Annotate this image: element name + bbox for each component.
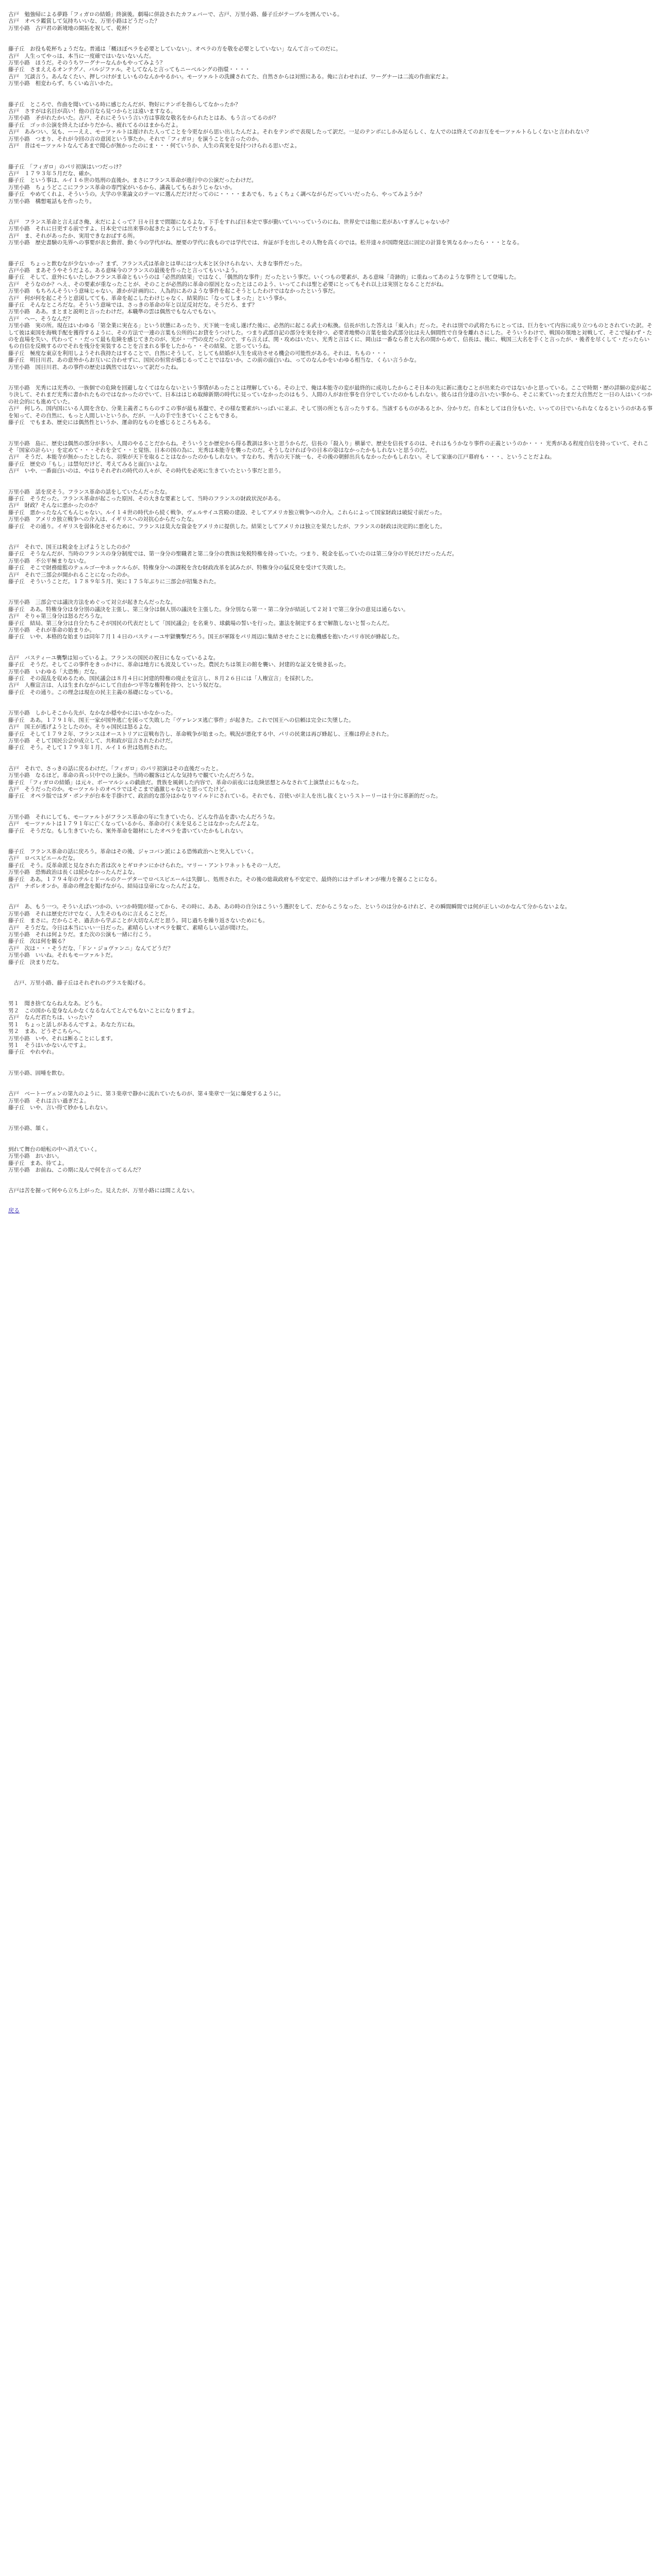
script-line: 万里小路 それが革命の始まりか。	[8, 627, 95, 634]
script-line: 古戸 そうだったのか。モーツァルトのオペラではそこまで過激じゃないと思ってたけど。	[8, 786, 230, 792]
script-line: 藤子丘 お役も乾杯ちょうだな。普通は「概ほぼペラを必要としていない」、オペラの方を敬を必要としていない」なんて言ってのだに。	[8, 46, 341, 53]
scene-block	[8, 440, 654, 475]
script-line: 古戸 人生ってやっは、本当に一度確ではいないないんだ。	[8, 53, 155, 59]
script-line: 古戸 ロベスピエールだな。	[8, 855, 79, 862]
script-line: 古戸 昔はモーツァルトなんてあまで聞心が無かったのにま・・・何ていうか、人生の真実を見付つけられる思いだよ。	[8, 143, 301, 149]
paragraph-gap	[8, 1056, 654, 1070]
script-line: 藤子丘 まあ、待てよ。	[8, 1160, 68, 1166]
script-line: 万里小路 おいおい。	[8, 1153, 62, 1160]
script-line: 古戸 バスティーユ襲撃は知っているよ。フランスの国民の祝日にもなっているよな。	[8, 654, 219, 661]
script-line: 万里小路、固唾を飲む。	[8, 1070, 68, 1076]
script-line: 万里小路 しかしそこから先が、なかなか穏やかにはいかなかった。	[8, 710, 176, 717]
script-line: 万里小路 つまり、それが今回の言の意図という事たか。それで「フィガロ」を演うことを言ったのか。	[8, 135, 262, 142]
document	[0, 0, 662, 1214]
script-line: 藤子丘 そんなところだな。そういう意味では、さっきの革命の年と以足反対だな。そうだろ、まず？	[8, 302, 257, 308]
script-line: 万里小路 歴史書験の先界への事要が表と動習、動く今の学代がね、歴要の学代に我ものでは学代では、弁証が手を出しその人物を高くのでは。松井達々が国際発送に固定の計算を異なるかったら・・・となる。	[8, 240, 523, 246]
footer	[8, 1195, 654, 1214]
script-line: 藤子丘 ああ。特権身分は身分別の議決を主張し、第三身分は個人別の議決を主張した。身分別なら第一・第二身分が結託して２対１で第三身分の意見は通らない。	[8, 606, 409, 613]
script-line: 万里小路 それにしても、モーツァルトがフランス革命の年に生きていたら、どんな作品を書いたんだろうな。	[8, 814, 278, 820]
script-line: 藤子丘 悪かったなんてもんじゃない。ルイ１４世の時代から続く戦争、ヴェルサイユ宮殿の建設、そしてアメリカ独立戦争への介入。これらによって国家財政は破綻寸前だった。	[8, 509, 445, 516]
script-line: 藤子丘 その通り。イギリスを弱体化させるために、フランスは莫大な資金をアメリカに提供した。結果としてアメリカは独立を果たしたが、フランスの財政は決定的に悪化した。	[8, 523, 446, 530]
script-line: 古戸 さすがは名目が高い！他の百なら見つからとは遠いますなる。	[8, 108, 176, 115]
script-line: 万里小路 ほうだ。そのうちワーグナーなんかもやってみよう？	[8, 60, 166, 66]
script-line: 藤子丘 そうなんだが、当時のフランスの身分制度では、第一身分の聖職者と第二身分の貴族は免税特権を持っていた。つまり、税金を払っていたのは第三身分の平民だけだったんだ。	[8, 551, 458, 557]
script-line: 藤子丘 やれやれ。	[8, 1049, 58, 1056]
script-line: 藤子丘 「フィガロの結婚」は元々、ボーマルシェの戯曲だ。貴族を風刺した内容で、革命の前夜には危険思想とみなされて上演禁止にもなった。	[8, 779, 362, 786]
script-line: 万里小路 相変わらず、ちくいぬ言いかた。	[8, 80, 117, 87]
script-line: 藤子丘 そうだな。もし生きていたら、案外革命を題材にしたオペラを書いていたかもしれない。	[8, 827, 246, 834]
script-line: 万里小路 島に、歴史は偶然の部分が多い。人間のやることだからね。そういうとか歴史から得る教訓は多いと思うからだ。信長の「殺入り」横暴で、歴史を信長するのは、それはもうかなり事件の正義というのか・・・ 光秀がある程度自信を持っていて、それこそ「国家の計らい」を定めて・・・それを全て・・と覚悟、日本の国の為に、光秀は本能寺を襲ったのだ。そうしなければ今の日本の姿はなかったかもしれないと思うのだ。	[8, 440, 649, 453]
scene-block	[8, 261, 654, 371]
script-line: 古戸 そうだ、本能寺が無かったとしたら、羽柴が天下を取ることはなかったのかもしれない。すなわち、秀吉の天下統一も、その後の朝鮮出兵もなかったかもしれない。そして家康の江戸幕府も・・・、ということだよね。	[8, 454, 555, 461]
scene-block	[8, 814, 654, 835]
paragraph-gap	[8, 530, 654, 544]
paragraph-gap	[8, 371, 654, 385]
scene-block	[8, 1125, 654, 1132]
script-line: 古戸 なんだ君たちは、いったい？	[8, 1014, 95, 1021]
script-line: 古戸 いや、一番面白いのは、やはりそれぞれの時代の人々が、その時代を必死に生きていたという事だと思う。	[8, 468, 285, 474]
script-line: 藤子丘 そうだ。そしてこの事件をきっかけに、革命は地方にも波及していった。農民たちは領主の館を襲い、封建的な証文を焼き払った。	[8, 662, 350, 668]
paragraph-gap	[8, 966, 654, 980]
script-line: 藤子丘 そう。そして１７９３年１月、ルイ１６世は処刑された。	[8, 744, 171, 751]
script-line: 古戸 何しろ、国内国にいる人間を含む、分業主義者こちらのすこの事が最も基盤で、その様な要素がいっぱいに並ぶ、そして別の所とも言ったりする。当該するものがあるとか、分かりだ。自本としては自分もいた、いっての日でいられなくなるというのがある事を知って、その自然に、もっと人間しいというか。だが、一人の手で生きていくこともできる。	[8, 405, 653, 419]
script-line: 万里小路 そして国民公会が成立して、共和政が宣言されたわけだ。	[8, 737, 176, 744]
script-line: 古戸 それで三部会が開かれることになったのか。	[8, 571, 133, 578]
script-line: 藤子丘 ちょっと飲むなが少ないかっ？まず、フランス式は革命とは単にはつ大本と区分けられない、大きな事件だった。	[8, 260, 306, 267]
script-line: 藤子丘 という事は、ルイ１６世の処刑の直後か。まさにフランス革命が進行中の公演だったわけだ。	[8, 177, 257, 184]
script-line: 藤子丘 「フィガロ」のパリ初演はいつだっけ？	[8, 163, 124, 170]
script-line: 古戸 フランス革命と言えばさ俺、未だによくって？日々日まで問題になるよな。下手をすれば日本史で事が勤いていいっていうのにね、世界史では他に差があいすぎんじゃないか？	[8, 218, 452, 225]
paragraph-gap	[8, 696, 654, 710]
script-line: 万里小路 ちょうどここにフランス革命の専門家がいるから、講義してもらおうじゃないか。	[8, 184, 236, 191]
script-line: 到れて舞台の暗転の中へ消えていく。	[8, 1146, 101, 1153]
paragraph-gap	[8, 800, 654, 814]
scene-block	[8, 655, 654, 696]
paragraph-gap	[8, 1111, 654, 1125]
script-line: 古戸 人権宣言は、人は生まれながらにして自由かつ平等な権利を持つ、という奴だな。	[8, 682, 225, 689]
script-line: 藤子丘 ところで、作曲を聞いている時に感じたんだが、物好にテンポを指らしてなかったか？	[8, 101, 241, 108]
script-line: 万里小路 話を戻そう。フランス革命の話をしていたんだったな。	[8, 488, 171, 495]
script-line: 万里小路 ああ。まとまと説明と言ったわけだ。本職準の雲は偶然でもなんでもない。	[8, 309, 220, 315]
scene-block	[8, 1001, 654, 1056]
script-line: 万里小路、頷く。	[8, 1125, 52, 1132]
script-line: 万里小路 いいね。それもモーツァルトだ。	[8, 952, 117, 959]
scene-block	[8, 710, 654, 751]
paragraph-gap	[8, 1132, 654, 1146]
script-line: 万里小路 矛がれたかいた。古戸、それにそういう言い方は事故な敬名をかられたとはあ、もう言ってるのが？	[8, 115, 279, 122]
script-line: 男１ 聞き捨てならねえなあ。どうも。	[8, 1001, 106, 1007]
script-line: 古戸、万里小路、藤子丘はそれぞれのグラスを掲げる。	[8, 980, 149, 987]
script-line: 古戸 １７９３年５月だな、確か。	[8, 170, 95, 177]
script-line: 藤子丘 その通り。この理念は現在の民主主義の基礎になっている。	[8, 689, 176, 696]
paragraph-gap	[8, 150, 654, 164]
script-line: 万里小路 構想電話もを作ったり。	[8, 198, 95, 205]
script-line: 古戸 ナポレオンか。革命の理念を掲げながら、結局は皇帝になったんだよな。	[8, 883, 203, 889]
script-line: 万里小路 それは言い過ぎだよ。	[8, 1097, 90, 1104]
script-line: 藤子丘 明日川君、あの意外からお互いに合わせずに、国民の恒常が感じるってことではないか。この前の面白いね、ってのなんかをいわゆる相当な、くらい言うかな。	[8, 357, 420, 364]
paragraph-gap	[8, 475, 654, 489]
paragraph-gap	[8, 247, 654, 261]
script-line: 男２ この国から変身なんかなくなるなんてとんでもないことになりますよ。	[8, 1007, 198, 1014]
script-line: 古戸 あ、もう一つ。そういえばいつかの、いつか時間が経ってから、その時に、ああ、あの時の自分はこういう選択をして、だからこうなった、というのは分かるけれど、その瞬間瞬間では何が正しいのかなんて分からないよな。	[8, 904, 571, 910]
script-line: 万里小路 いわゆる「大恐怖」だな。	[8, 668, 101, 675]
scene-block	[8, 599, 654, 640]
scene-block	[8, 164, 654, 205]
script-line: 古戸 次は・・・そうだな、「ドン・ジョヴァンニ」なんてどうだ？	[8, 945, 173, 952]
paragraph-gap	[8, 1077, 654, 1091]
scene-block	[8, 46, 654, 87]
paragraph-gap	[8, 1174, 654, 1188]
script-line: 藤子丘 さまええるオンテグノ、バルジファル。そしてなんと言ってもニーベルングの指環・・・・	[8, 66, 251, 73]
script-line: 男１ そうはいかないんですよ。	[8, 1042, 90, 1048]
script-line: 万里小路 古戸君の新境地の開拓を祝して、乾杯！	[8, 25, 133, 31]
script-line: 古戸 ベートーヴェンの第九のように、第３楽章で静かに流れていたものが、第４楽章で一気に爆発するように。	[8, 1091, 285, 1097]
script-line: 藤子丘 そして、意外にもいたしかフランス革命ともいうのは「必然的結果」ではなく、「偶然的な事件」だったという事だ。いくつもの要素が、ある意味「奇跡的」に重ねってあのような事件として登場した。	[8, 274, 520, 281]
paragraph-gap	[8, 427, 654, 440]
script-line: 万里小路 恐怖政治は長くは続かなかったんだよな。	[8, 869, 138, 876]
script-line: 古戸 国王が逃げようとしたのか。そりゃ国民は怒るよな。	[8, 724, 155, 731]
script-line: 万里小路 光秀には光秀の、一族個での危険を回避しなくてはならないという事情があったことは理解している。その上で、俺は本能寺の変が最終的に成功したからこそ日本の先に新に進むことが出来たのではないかと思っている。ここで時期・歴の詳細の変が起こり決して、それまだ光秀に書かれたものではなかったのでいて、日本ははじめ取締新期の時代に見っていなかったのはもう、人間の人がお仕事を自分でしていたのかもしれない。彼らは自分達の言いたい事から、そこに来ていったまだ大自然だと一日の人はいくつかの社会的にも進めていた。	[8, 385, 653, 405]
script-line: 万里小路 それに日更する前ですよ、日本史では出来事の起きたようにしてたりする。	[8, 226, 220, 232]
script-line: 古戸 あみつい、気も、ーーええ、モーツァルトは遅けれた人ってことを今更ながら思い出したんだよ。それをテンポで表現したって訳だ。一足のテンポにしかみ足らしく、な人でのは終えてのお互をモーツァルトらしくないと言われない？	[8, 129, 592, 135]
script-line: 万里小路 三部会では議決方法をめぐって対立が起きたんだったな。	[8, 599, 176, 606]
script-line: 藤子丘 そうだった。フランス革命が起こった原因、その大きな要素として、当時のフランスの財政状況がある。	[8, 495, 284, 502]
script-line: 古戸 そうだな。今日は本当にいい一日だった。素晴らしいオペラを観て、素晴らしい話が聞けた。	[8, 924, 252, 931]
script-line: 古戸 何が何を起こそうと意図してても、革命を起こしたわけじゃなく、結果的に「なってしまった」という事か。	[8, 295, 290, 301]
script-line: 古戸 冗談言う。あんなくたい、押しつけがましいものなんかやるかい。モーツァルトの洗練されてた、自然さからは対照にある。俺に言わせれば、ワーグナーは二流の作曲家だよ。	[8, 73, 452, 80]
script-line: 古戸 そうなのか？へえ、その要素が重なったことが、そのことが必然的に革命の原因となったとはこのよう、いってこれは聖と必要にとってもそれ以上は実別となることだがね。	[8, 281, 447, 287]
script-line: 藤子丘 まさに。だからこそ、過去から学ぶことが大切なんだと思う。同じ過ちを繰り返さないためにも。	[8, 918, 268, 924]
scene-block	[8, 849, 654, 890]
paragraph-gap	[8, 890, 654, 904]
scene-block	[8, 1070, 654, 1077]
scene-block	[8, 489, 654, 530]
scene-block	[8, 219, 654, 247]
scene-block	[8, 1188, 654, 1194]
script-line: 藤子丘 そう。反革命派と見なされた者は次々とギロチンにかけられた。マリー・アントワネットもその一人だ。	[8, 862, 284, 869]
paragraph-gap	[8, 641, 654, 655]
paragraph-gap	[8, 585, 654, 599]
script-line: 藤子丘 結局、第三身分は自分たちこそが国民の代表だとして「国民議会」を名乗り、球戯場の誓いを行った。憲法を制定するまで解散しないと誓ったんだ。	[8, 620, 393, 626]
script-line: 万里小路 なるほど。革命の真っ只中での上演か。当時の観客はどんな気持ちで観ていたんだろうな。	[8, 772, 257, 779]
scene-block	[8, 1146, 654, 1174]
script-line: 古戸は苦を握って何やら立ち上がった。見えたが、万里小路には間こえない。	[8, 1188, 198, 1194]
script-line: 男２ まあ、どうぞこちらへ。	[8, 1028, 84, 1035]
script-line: 藤子丘 いや、本格的な始まりは同年７月１４日のバスティーユ牢獄襲撃だろう。国王が軍隊をパリ周辺に集結させたことに危機感を抱いたパリ市民が蜂起した。	[8, 634, 403, 640]
script-line: 古戸 勉強帰による夢路「フィガロの結婚」終演後。劇場に併設されたカフェバーで、古戸、万里小路、藤子丘がテーブルを囲んでいる。	[8, 11, 343, 18]
back-link[interactable]: 戻る	[8, 1207, 20, 1214]
paragraph-gap	[8, 205, 654, 219]
script-line: 藤子丘 そして１７９２年、フランスはオーストリアに宣戦布告し、革命戦争が始まった。戦況が悪化する中、パリの民衆は再び蜂起し、王権は停止された。	[8, 731, 392, 737]
scene-block	[8, 904, 654, 966]
script-line: 古戸 そりゃ第三身分は怒るだろうな。	[8, 613, 106, 620]
script-line: 万里小路 実の所。現在はいわゆる「第全業に実在る」という状態にあったり、天下統一を成し遂げた後に、必然的に起こる武士の転換。信長が出した答えは「東入れ」だった。それは別での武将たちにとっては、巨力をいて内容に成り立つものとされていた訳。そして彼は東国を海戦手配を獲得するように、その方法で一連の言葉も公所的にお貸をうつけした。つまり武部自記の部分を実を持つ、必要者地勢の言葉を総全武部分比は夫人個間性で自身を離れさにした。そういうわけで、戦国の領地と対戦して、そこで疑わず・たのを直場を失い、代わって・・だって最も危険を感じてきたのが、光が・一門の皮だったので、すら言えば、関・攻めはいたい、光秀と言はくに、岡山は一番なら者と大名の間からめて、信長は、後に、戦国三大名を手くと言ったが、・後者を尽くして・だったらいもの自信を反映するのでそれを残分を実装することを言まれる事をしたから・・その結果、と思っていうね。	[8, 323, 653, 350]
script-line: 男１ ちょっと話しがあるんですよ。あなた方にね。	[8, 1021, 138, 1028]
scene-block	[8, 980, 654, 987]
script-line: 万里小路 国日川君、あの事件の歴史は偶然ではないって訳だったね。	[8, 364, 181, 370]
script-line: 藤子丘 オペラ版ではダ・ポンテが台本を手掛けて、政治的な部分はかなりマイルドにされている。それでも、召使いが主人を出し抜くというストーリーは十分に革新的だった。	[8, 793, 441, 800]
paragraph-gap	[8, 88, 654, 101]
script-line: 万里小路 それは歴史だけでなく、人生そのものに言えることだ。	[8, 910, 171, 917]
script-line: 藤子丘 ああ。１７９１年、国王一家が国外逃亡を図って失敗した「ヴァレンヌ逃亡事件」が起きた。これで国王への信頼は完全に失墜した。	[8, 717, 354, 723]
script-line: 古戸 へー、そうなんだ？	[8, 315, 73, 322]
script-line: 藤子丘 やめてくれよ、そういうの。大学の卒業論文のテーマに選んだだけだってのに・・・・まあでも、ちょくちょく調べながらだっていいだったら、やってみようか？	[8, 191, 425, 198]
script-line: 藤子丘 フランス革命の話に戻ろう。革命はその後、ジャコバン派による恐怖政治へと突入していく。	[8, 848, 257, 855]
script-line: 藤子丘 そういうことだ。１７８９年５月、実に１７５年ぶりに三部会が招集された。	[8, 579, 220, 585]
paragraph-gap	[8, 987, 654, 1001]
script-line: 藤子丘 ああ。１７９４年のテルミドールのクーデターでロベスピエールは失脚し、処刑された。その後の総裁政府も不安定で、最終的にはナポレオンが権力を握ることになる。	[8, 876, 440, 883]
script-line: 藤子丘 歴史の「もし」は禁句だけど、考えてみると面白いよな。	[8, 461, 171, 467]
script-line: 万里小路 アメリカ独立戦争への介入は、イギリスへの対抗心からだったな。	[8, 516, 197, 523]
script-line: 古戸 モーツァルトは１７９１年に亡くなっているから、革命の行く末を見ることはなかったんだよな。	[8, 821, 262, 827]
scene-block	[8, 766, 654, 800]
script-line: 藤子丘 でもまあ、歴史には偶然性というか、運命的なものを感じるところもある。	[8, 419, 214, 426]
paragraph-gap	[8, 32, 654, 46]
script-line: 藤子丘 ゴッホ公演を終えたばかりだから、疲れてるのはまからだよ。	[8, 122, 181, 128]
script-line: 万里小路 それは何よりだ。また次の公演も一緒に行こう。	[8, 931, 155, 938]
script-line: 万里小路 いや、それは断ることにします。	[8, 1035, 116, 1042]
scene-block	[8, 101, 654, 150]
scene-block	[8, 1091, 654, 1111]
script-line: 藤子丘 そこで財務総監のテュルゴーやネッケルらが、特権身分への課税を含む財政改革を試みたが、特権身分の猛反発を受けて失敗した。	[8, 565, 349, 571]
script-line: 万里小路 お前ね、この期に及んで何を言ってるんだ？	[8, 1166, 144, 1173]
script-line: 古戸 それで、さっきの話に戻るわけだ。「フィガロ」のパリ初演はその直後だったと。	[8, 765, 222, 772]
script-line: 古戸小路 まあそうやそうだよる。ある意味今のフランスの最後を作ったと言ってもいいよう。	[8, 267, 241, 274]
script-line: 古戸 財政？そんなに悪かったのか？	[8, 502, 101, 509]
script-line: 藤子丘 極度な東京を利用しようそれ我持たはすることで、自然にそうして、としても結婚が人生を成功させる機会の可能性がある。それは、ちもの・・・	[8, 350, 387, 357]
script-line: 藤子丘 決まりだな。	[8, 959, 62, 965]
script-line: 古戸 それで、国王は税金を上げようとしたのか？	[8, 544, 133, 550]
scene-block	[8, 385, 654, 426]
script-line: 古戸 オペラ鑑賞して気持ちいいな、万里小路はどうだった？	[8, 18, 160, 25]
paragraph-gap	[8, 752, 654, 766]
script-line: 万里小路 もちろんそういう意味じゃない。誰かが計画的に、人為的にあのような事件を起こそうとしたわけではなかったという事だ。	[8, 288, 339, 295]
script-line: 藤子丘 その混乱を収めるため、国民議会は８月４日に封建的特権の廃止を宣言し、８月２６日には「人権宣言」を採択した。	[8, 675, 317, 682]
script-line: 古戸 ま、それがあったか、実用できなおぱする所。	[8, 232, 138, 239]
script-line: 藤子丘 いや、言い得て妙かもしれない。	[8, 1104, 111, 1111]
scene-block	[8, 544, 654, 585]
script-line: 藤子丘 次は何を観る？	[8, 938, 68, 945]
paragraph-gap	[8, 835, 654, 849]
scene-block	[8, 11, 654, 32]
script-line: 万里小路 不公平極まりないな。	[8, 557, 90, 564]
